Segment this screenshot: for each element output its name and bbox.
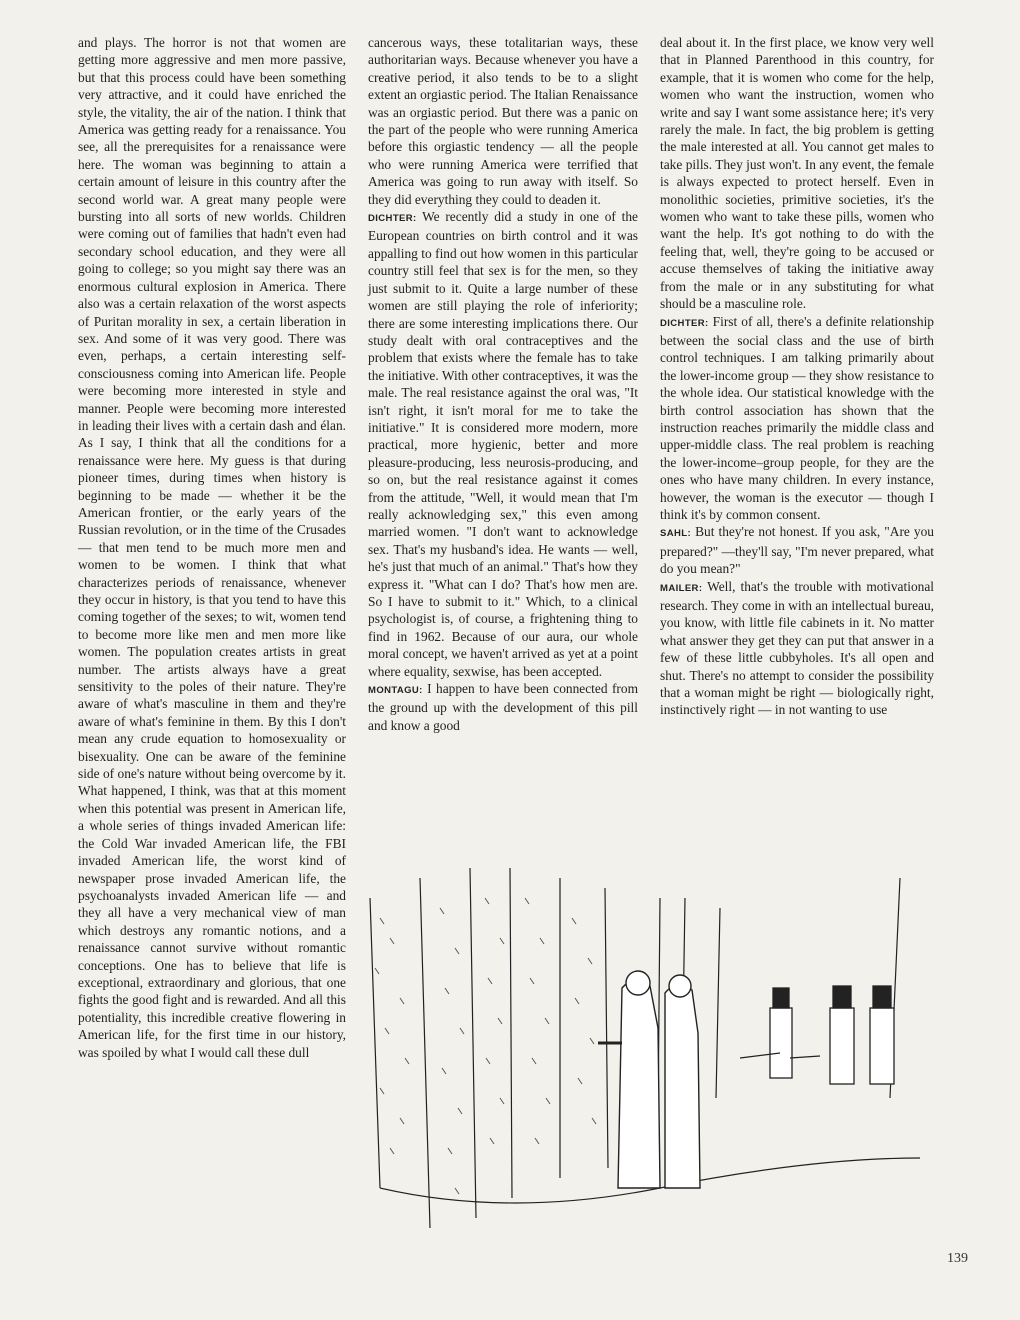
- paragraph: [368, 680, 638, 734]
- speaker-label: SAHL:: [660, 528, 692, 540]
- text-column-3: [660, 34, 934, 719]
- paragraph-text: and plays. The horror is not that women are getting more aggressive and men more passive, but that this process could have been something very attractive, and it could have enriched the style, the vitality, the air of the nation. I think that America was getting ready for a renaissance. You see, all the prerequisites for a renaissance were here. The woman was beginning to attain a certain amount of leisure in this country after the second world war. A great many people were bursting into all sorts of new worlds. Children were coming out of families that hadn't even had secondary school education, and they were all going to college; so you might say there was an enormous cultural explosion in America. There also was a certain relaxation of the worst aspects of Puritan morality in sex, a certain liberation in sex. And some of it was very good. There was even, perhaps, a certain interesting self-consciousness coming into American life. People were becoming more interested in style and manner. People were becoming more interested in leading their lives with a certain dash and élan. As I say, I think that all the conditions for a renaissance were here. My guess is that during pioneer times, during times when history is beginning to be made — whether it be the American frontier, or the early years of the Russian revolution, or in the time of the Crusades — that men tend to be much more men and women to be women. I think that what characterizes periods of renaissance, whenever they occur in history, is that you tend to have this coming together of the sexes; to wit, women tend to become more like men and men more like women. The population creates artists in great number. The artists always have a great sensitivity to the poles of their nature. They're aware of what's masculine in them and they're aware of what's feminine in them. By this I don't mean any crude equation to homosexuality or bisexuality. One can be aware of the feminine side of one's nature without being overcome by it. What happened, I think, was that at this moment when this potential was present in American life, a whole series of things invaded American life: the Cold War invaded American life, the FBI invaded American life, the worst kind of newspaper prose invaded American life, the psychoanalysts invaded American life — and they all have a very mechanical view of man which destroys any romantic notions, and a renaissance cannot survive without romantic conceptions. One has to believe that life is exceptional, extraordinary and glorious, that one fights the good fight and is rewarded. And all this potentiality, this incredible creative flowering in American life, for the first time in our history, was spoiled by what I would call these dull: [78, 35, 346, 1060]
- paragraph-text: First of all, there's a definite relationship between the social class and the use of birth control techniques. I am talking primarily about the lower-income group — they show resistance to the whole idea. Our statistical knowledge with the birth control association has shown that the instruction reaches primarily the middle class and upper-middle class. The real problem is reaching the lower-income–group people, for they are the ones who have many children. In every instance, however, the woman is the executor — though I think it's by common consent.: [660, 313, 934, 522]
- text-column-1: [78, 34, 346, 1061]
- paragraph: [368, 208, 638, 680]
- paragraph: [660, 523, 934, 577]
- speaker-label: MAILER:: [660, 582, 703, 594]
- paragraph-text: We recently did a study in one of the European countries on birth control and it was appalling to find out how women in this particular country still feel that sex is for the men, so they just submit to it. Quite a large number of these women are still playing the role of inferiority; there are some interesting implications there. Our study dealt with oral contraceptives and the problem that exists where the female has to take the initiative. With other contraceptives, it was the male. The real resistance against the oral was, "It isn't right, it isn't moral for me to take the initiative." It is considered more modern, more practical, more hygienic, better and more pleasure-producing, less neurosis-producing, and so on, but the real resistance against it comes from the attitude, "Well, it would mean that I'm really acknowledging sex," this even among married women. "I don't want to acknowledge sex. That's my husband's idea. He wants — well, he's just that much of an animal." That's how they express it. "What can I do? That's how men are. So I have to submit to it." Which, to a clinical psychologist is, of course, a frightening thing to find in 1962. Because of our aura, our whole moral concept, we haven't arrived as yet at a point where equality, sexwise, has been accepted.: [368, 209, 638, 679]
- paragraph: [660, 313, 934, 524]
- speaker-label: MONTAGU:: [368, 685, 423, 697]
- text-column-2: [368, 34, 638, 734]
- paragraph-text: cancerous ways, these totalitarian ways, these authoritarian ways. Because whenever you have a creative period, it also tends to be to a slight extent an orgiastic period. The Italian Renaissance was an orgiastic period. But there was a panic on the part of the people who were running America before this orgiastic tendency — all the people who were running America were terrified that America was going to run away with itself. So they did everything they could to deaden it.: [368, 35, 638, 207]
- paragraph: [78, 34, 346, 1061]
- speaker-label: DICHTER:: [368, 213, 417, 225]
- paragraph-text: But they're not honest. If you ask, "Are you prepared?" —they'll say, "I'm never prepared, what do you mean?": [660, 524, 934, 577]
- paragraph: [368, 34, 638, 208]
- paragraph-text: I happen to have been connected from the ground up with the development of this pill and know a good: [368, 681, 638, 733]
- paragraph-text: Well, that's the trouble with motivational research. They come in with an intellectual bureau, you know, with little file cabinets in it. No matter what answer they get they can put that answer in a few of these little cubbyholes. It's all open and shut. There's no attempt to consider the possibility that a woman might be right — biologically right, instinctively right — in not wanting to use: [660, 578, 934, 718]
- page-number: 139: [947, 1251, 968, 1266]
- cartoon-forest-illustration: [360, 858, 940, 1238]
- speaker-label: DICHTER:: [660, 317, 709, 329]
- paragraph-text: deal about it. In the first place, we know very well that in Planned Parenthood in this country, for example, that it is women who come for the help, women who want the instruction, women who write and say I want some assistance here; it's very rarely the male. In fact, the big problem is getting the male interested at all. You cannot get males to take pills. They just won't. In any event, the female is always expected to protect herself. Even in monolithic societies, primitive societies, it's the women who want to take these pills, women who want the help. It's got nothing to do with the feeling that, well, they're going to be accused or accuse themselves of taking the initiative away from the male or in any substituting for what should be a masculine role.: [660, 35, 934, 312]
- paragraph: [660, 34, 934, 313]
- paragraph: [660, 578, 934, 719]
